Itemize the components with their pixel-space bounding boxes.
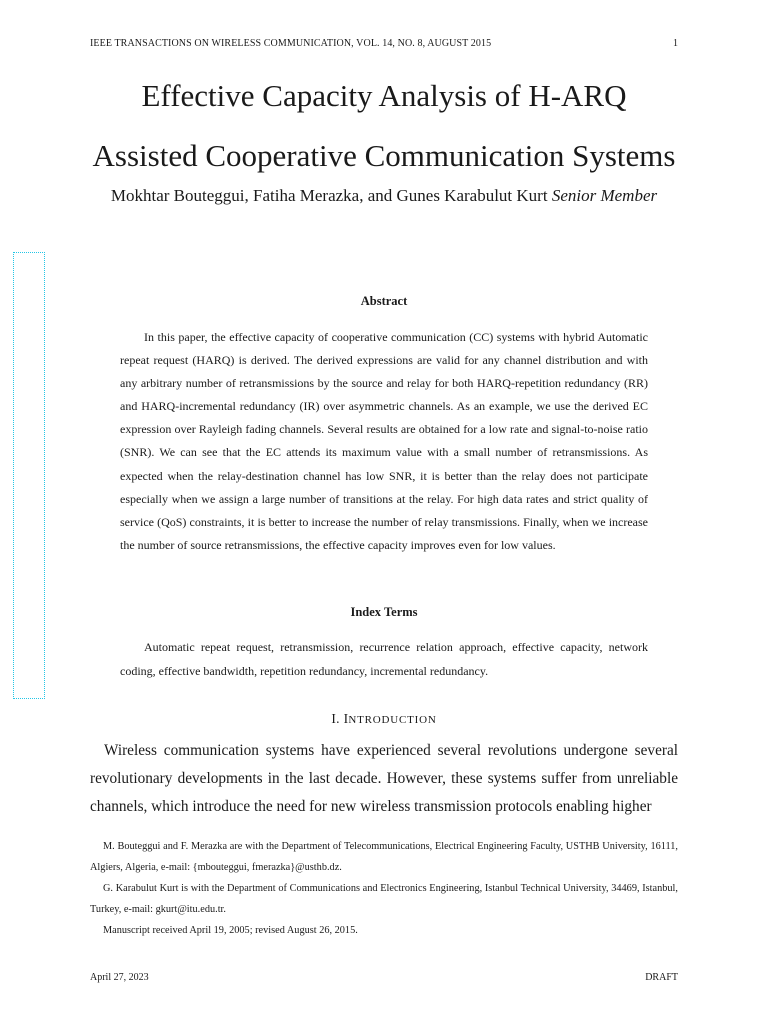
index-terms-body bbox=[120, 636, 648, 683]
introduction-heading bbox=[0, 711, 768, 727]
title-line-2: Assisted Cooperative Communication Systems bbox=[92, 138, 676, 173]
introduction-paragraph: Wireless communication systems have experienced several revolutions undergone several revolutionary developments in the last decade. However, these systems suffer from unreliable channels, which introduce the need for new wireless transmission protocols enabling higher bbox=[90, 742, 678, 816]
index-terms-paragraph: Automatic repeat request, retransmission, recurrence relation approach, effective capacity, network coding, effective bandwidth, repetition redundancy, incremental redundancy. bbox=[120, 640, 648, 678]
footer-draft-label: DRAFT bbox=[645, 972, 678, 983]
title-line-1: Effective Capacity Analysis of H-ARQ bbox=[141, 78, 627, 113]
footnotes bbox=[90, 836, 678, 941]
running-header: IEEE TRANSACTIONS ON WIRELESS COMMUNICATION, VOL. 14, NO. 8, AUGUST 2015 bbox=[90, 38, 492, 49]
introduction-body bbox=[90, 737, 678, 822]
arxiv-stamp-placeholder bbox=[13, 252, 45, 699]
abstract-body bbox=[120, 326, 648, 557]
abstract-paragraph: In this paper, the effective capacity of cooperative communication (CC) systems with hybrid Automatic repeat request (HARQ) is derived. The derived expressions are valid for any channel distribution and with any arbitrary number of retransmissions by the source and relay for both HARQ-repetition redundancy (RR) and HARQ-incremental redundancy (IR) over asymmetric channels. As an example, we use the derived EC expression over Rayleigh fading channels. Several results are obtained for a low rate and signal-to-noise ratio (SNR). We can see that the EC attends its maximum value with a small number of retransmissions. As expected when the relay-destination channel has low SNR, it is better than the relay does not participate especially when we assign a large number of transitions at the relay. For high data rates and strict quality of service (QoS) constraints, it is better to increase the number of relay transmissions. Finally, when we increase the number of source retransmissions, the effective capacity improves even for low values. bbox=[120, 330, 648, 552]
footnote-affiliation-2: G. Karabulut Kurt is with the Department of Communications and Electronics Engineering, Istanbul Technical University, 34469, Istanbul, Turkey, e-mail: gkurt@itu.edu.tr. bbox=[90, 883, 678, 915]
section-numeral: I. bbox=[331, 711, 340, 726]
section-title-first: I bbox=[343, 711, 349, 726]
author-membership: Senior Member bbox=[551, 186, 658, 205]
footer-date: April 27, 2023 bbox=[90, 972, 149, 983]
section-title-rest: NTRODUCTION bbox=[348, 714, 437, 726]
page-number: 1 bbox=[673, 38, 678, 49]
footnote-manuscript-dates: Manuscript received April 19, 2005; revised August 26, 2015. bbox=[103, 925, 358, 936]
paper-title bbox=[0, 66, 768, 186]
footnote-affiliation-1: M. Bouteggui and F. Merazka are with the Department of Telecommunications, Electrical Engineering Faculty, USTHB University, 16111, Algiers, Algeria, e-mail: {mbouteggui, fmerazka}@usthb.dz. bbox=[90, 841, 678, 873]
author-list bbox=[0, 186, 768, 206]
index-terms-heading: Index Terms bbox=[350, 605, 418, 619]
abstract-heading: Abstract bbox=[360, 294, 408, 308]
author-names: Mokhtar Bouteggui, Fatiha Merazka, and Gunes Karabulut Kurt bbox=[110, 186, 548, 205]
